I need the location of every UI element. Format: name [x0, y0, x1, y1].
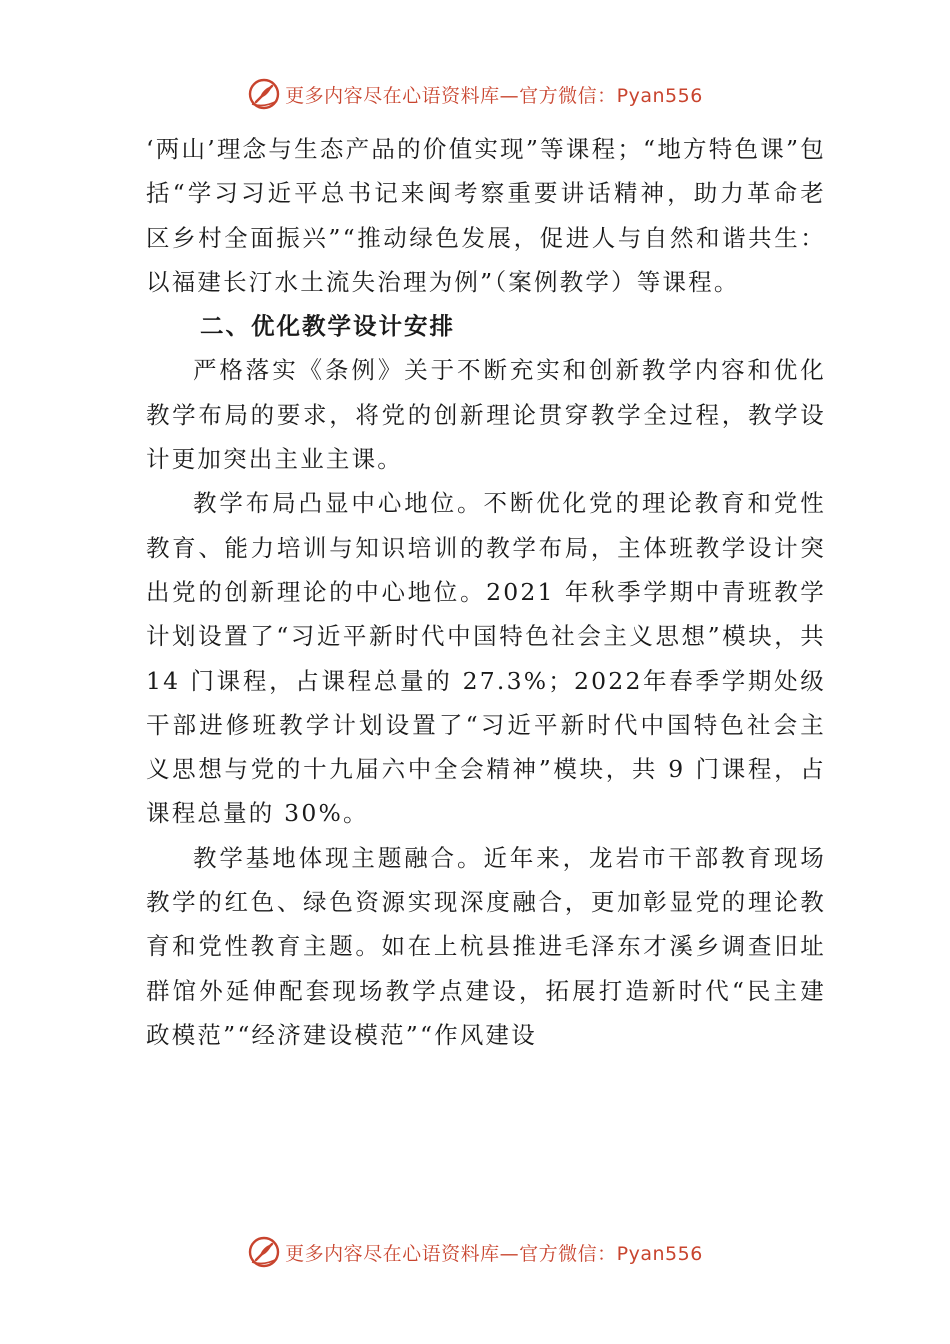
paragraph-continued: ‘两山’理念与生态产品的价值实现”等课程；“地方特色课”包括“学习习近平总书记来闽考察重要讲话精神，助力革命老区乡村全面振兴”“推动绿色发展，促进人与自然和谐共生：以福建长汀水土流失治理为例”（案例教学）等课程。 — [146, 135, 826, 296]
paragraph: 教学布局凸显中心地位。不断优化党的理论教育和党性教育、能力培训与知识培训的教学布局，主体班教学设计突出党的创新理论的中心地位。2021 年秋季学期中青班教学计划设置了“习近平新时代中国特色社会主义思想”模块，共 14 门课程，占课程总量的 27.3%；2022年春季学期处级干部进修班教学计划设置了“习近平新时代中国特色社会主义思想与党的十九届六中全会精神”模块，共 9 门课程，占课程总量的 30%。 — [146, 489, 826, 828]
document-body — [146, 127, 826, 1057]
paragraph: 教学基地体现主题融合。近年来，龙岩市干部教育现场教学的红色、绿色资源实现深度融合，更加彰显党的理论教育和党性教育主题。如在上杭县推进毛泽东才溪乡调查旧址群馆外延伸配套现场教学点建设，拓展打造新时代“民主建政模范”“经济建设模范”“作风建设 — [146, 843, 826, 1049]
quill-circle-icon — [247, 77, 281, 111]
quill-circle-icon — [247, 1235, 281, 1269]
paragraph: 严格落实《条例》关于不断充实和创新教学内容和优化教学布局的要求，将党的创新理论贯穿教学全过程，教学设计更加突出主业主课。 — [146, 356, 826, 474]
watermark-text: 更多内容尽在心语资料库—官方微信：Pyan556 — [285, 84, 703, 107]
watermark-text: 更多内容尽在心语资料库—官方微信：Pyan556 — [285, 1242, 703, 1265]
section-heading: 二、优化教学设计安排 — [200, 312, 456, 341]
watermark-header — [0, 74, 950, 114]
watermark-footer — [0, 1232, 950, 1272]
